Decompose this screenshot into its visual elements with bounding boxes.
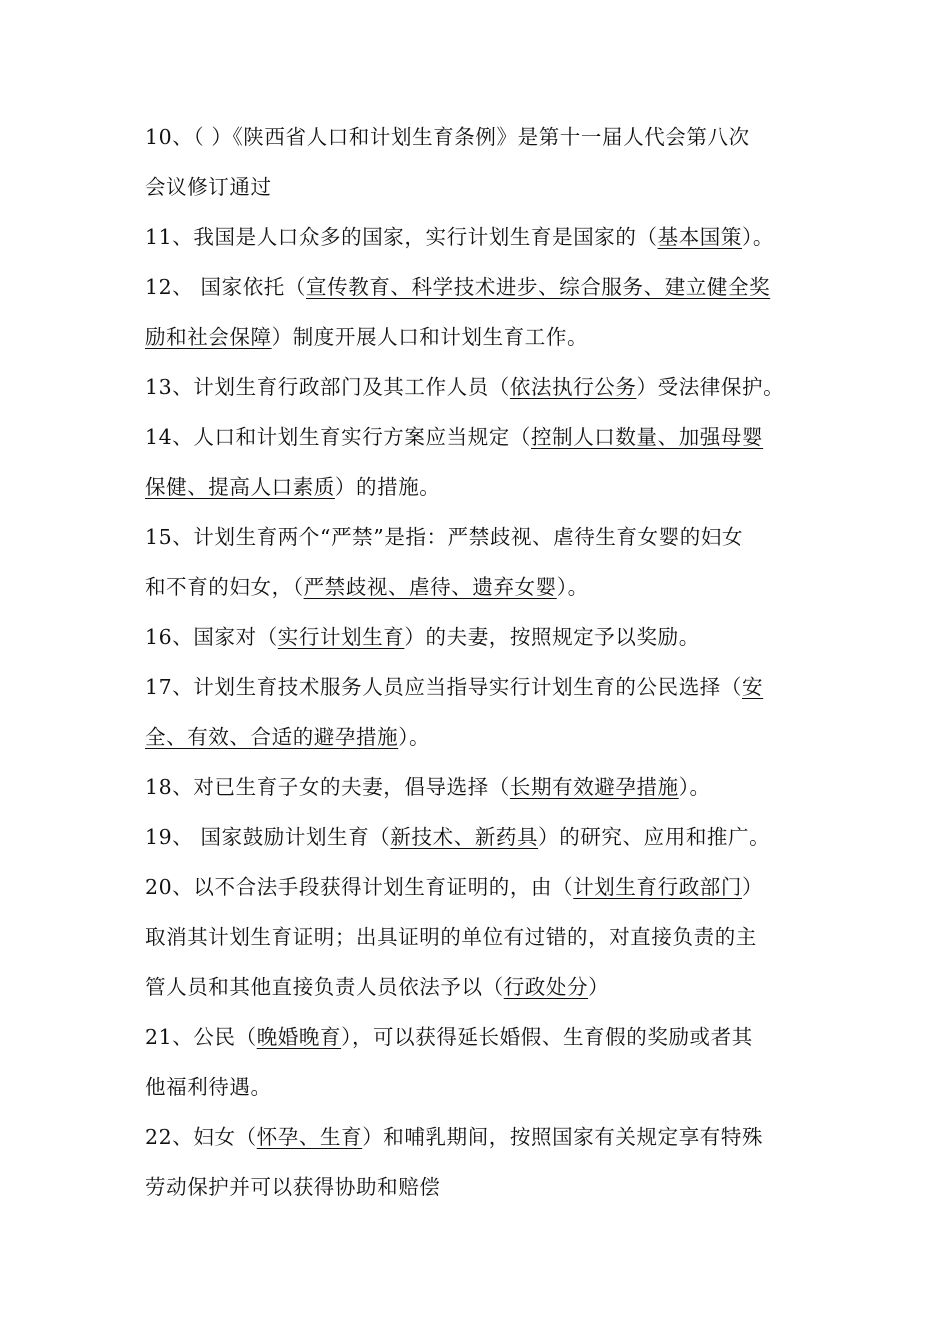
question-text: 国家对（: [193, 625, 278, 649]
question-line: [145, 412, 810, 462]
answer-text: 保健、提高人口素质: [145, 475, 335, 499]
question-line: [145, 1112, 810, 1162]
question-text: 国家鼓励计划生育（: [193, 825, 391, 849]
answer-text: 怀孕、生育: [256, 1125, 363, 1149]
question-line: [145, 262, 810, 312]
question-text: 他福利待遇。: [145, 1075, 272, 1099]
question-line: [145, 512, 810, 562]
question-number: 11、: [145, 225, 194, 249]
question-line: [145, 912, 810, 962]
answer-text: 励和社会保障: [145, 325, 272, 349]
question-text: ）制度开展人口和计划生育工作。: [271, 325, 589, 349]
question-item: [145, 762, 810, 812]
question-text: 妇女（: [193, 1125, 257, 1149]
question-text: ）。: [556, 575, 589, 599]
answer-text: 安: [742, 675, 764, 699]
question-text: ）。: [398, 725, 431, 749]
question-text: ）: [742, 875, 764, 899]
question-line: [145, 812, 810, 862]
question-number: 14、: [145, 425, 194, 449]
question-text: 以不合法手段获得计划生育证明的，由（: [193, 875, 574, 899]
document-body: [145, 112, 810, 1212]
question-number: 19、: [145, 825, 194, 849]
answer-text: 严禁歧视、虐待、遗弃女婴: [303, 575, 557, 599]
answer-text: 依法执行公务: [509, 375, 637, 399]
question-number: 15、: [145, 525, 194, 549]
question-line: [145, 1162, 810, 1212]
question-text: ）。: [678, 775, 711, 799]
question-text: ），可以获得延长婚假、生育假的奖励或者其: [341, 1025, 753, 1049]
question-item: [145, 1012, 810, 1112]
question-text: 人口和计划生育实行方案应当规定（: [193, 425, 531, 449]
question-number: 16、: [145, 625, 194, 649]
question-text: 劳动保护并可以获得协助和赔偿: [145, 1175, 441, 1199]
question-text: 公民（: [193, 1025, 257, 1049]
answer-text: 长期有效避孕措施: [509, 775, 679, 799]
question-text: 计划生育行政部门及其工作人员（: [193, 375, 510, 399]
question-text: 对已生育子女的夫妻，倡导选择（: [193, 775, 510, 799]
question-item: [145, 1112, 810, 1212]
question-line: [145, 962, 810, 1012]
question-number: 21、: [145, 1025, 194, 1049]
question-number: 12、: [145, 275, 194, 299]
question-item: [145, 662, 810, 762]
question-text: 取消其计划生育证明；出具证明的单位有过错的，对直接负责的主: [145, 925, 757, 949]
question-number: 20、: [145, 875, 194, 899]
question-item: [145, 862, 810, 1012]
question-number: 10、: [145, 125, 194, 149]
question-line: [145, 662, 810, 712]
question-text: 国家依托（: [193, 275, 307, 299]
answer-text: 基本国策: [657, 225, 742, 249]
question-line: [145, 312, 810, 362]
question-line: [145, 1012, 810, 1062]
question-line: [145, 212, 810, 262]
answer-text: 计划生育行政部门: [573, 875, 743, 899]
question-line: [145, 762, 810, 812]
answer-text: 宣传教育、科学技术进步、综合服务、建立健全奖: [306, 275, 771, 299]
question-number: 22、: [145, 1125, 194, 1149]
question-text: ）的研究、应用和推广。: [538, 825, 771, 849]
question-item: [145, 262, 810, 362]
question-line: [145, 462, 810, 512]
question-line: [145, 562, 810, 612]
question-line: [145, 612, 810, 662]
question-text: 管人员和其他直接负责人员依法予以（: [145, 975, 504, 999]
question-line: [145, 862, 810, 912]
question-item: [145, 112, 810, 212]
question-item: [145, 362, 810, 412]
question-text: 我国是人口众多的国家，实行计划生育是国家的（: [193, 225, 658, 249]
question-item: [145, 512, 810, 612]
question-item: [145, 212, 810, 262]
answer-text: 新技术、新药具: [390, 825, 539, 849]
question-line: [145, 362, 810, 412]
question-line: [145, 1062, 810, 1112]
question-line: [145, 712, 810, 762]
question-item: [145, 412, 810, 512]
answer-text: 行政处分: [503, 975, 589, 999]
question-text: ）: [588, 975, 610, 999]
question-item: [145, 812, 810, 862]
question-number: 17、: [145, 675, 194, 699]
question-text: 计划生育两个“严禁”是指：严禁歧视、虐待生育女婴的妇女: [193, 525, 744, 549]
question-text: ）的夫妻，按照规定予以奖励。: [404, 625, 700, 649]
question-text: 计划生育技术服务人员应当指导实行计划生育的公民选择（: [193, 675, 742, 699]
question-line: [145, 112, 810, 162]
question-item: [145, 612, 810, 662]
question-text: 和不育的妇女，（: [145, 575, 304, 599]
question-text: ）的措施。: [334, 475, 441, 499]
question-text: ）和哺乳期间，按照国家有关规定享有特殊: [362, 1125, 764, 1149]
question-text: ）。: [742, 225, 774, 249]
question-number: 18、: [145, 775, 194, 799]
question-text: ）受法律保护。: [636, 375, 785, 399]
question-text: （ ）《陕西省人口和计划生育条例》是第十一届人代会第八次: [193, 125, 750, 149]
answer-text: 控制人口数量、加强母婴: [531, 425, 764, 449]
question-number: 13、: [145, 375, 194, 399]
answer-text: 晚婚晚育: [256, 1025, 342, 1049]
answer-text: 全、有效、合适的避孕措施: [145, 725, 399, 749]
question-text: 会议修订通过: [145, 175, 272, 199]
question-line: [145, 162, 810, 212]
answer-text: 实行计划生育: [277, 625, 405, 649]
